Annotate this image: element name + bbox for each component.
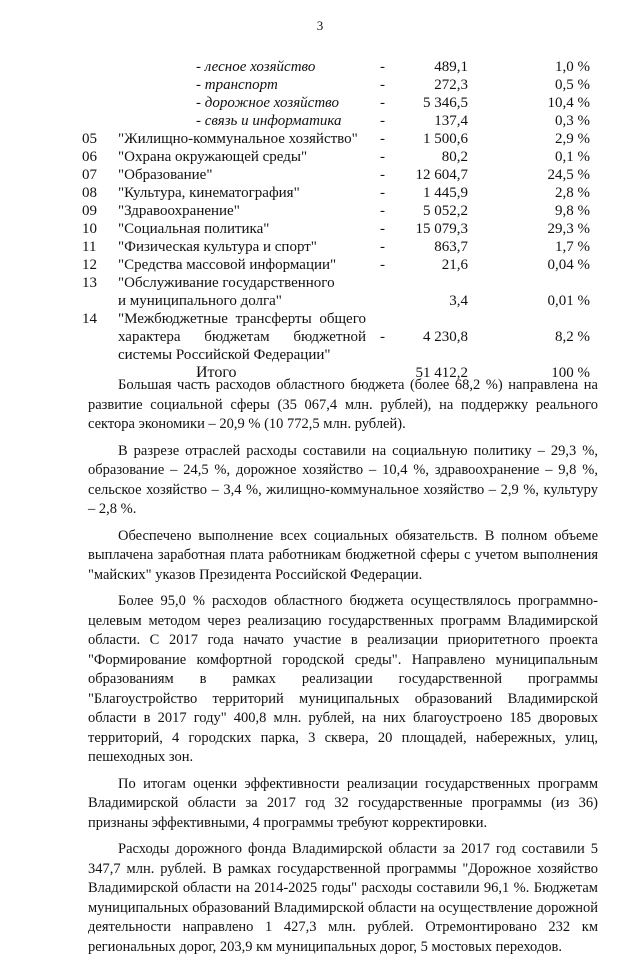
row-value: 15 079,3 [415, 221, 468, 237]
row-value: 3,4 [449, 293, 468, 309]
row-value: 1 500,6 [423, 131, 468, 147]
body-text [88, 376, 598, 964]
row-name: - дорожное хозяйство [196, 95, 339, 111]
row-name-line: "Межбюджетные трансферты общего [118, 311, 366, 327]
row-dash: - [380, 257, 385, 273]
row-value: 137,4 [434, 113, 468, 129]
table-row [0, 184, 640, 202]
row-name: "Здравоохранение" [118, 203, 240, 219]
row-percent: 10,4 % [547, 95, 590, 111]
table-row [0, 202, 640, 220]
row-code: 10 [82, 221, 97, 237]
row-name [118, 274, 366, 310]
row-code: 09 [82, 203, 97, 219]
row-name: "Физическая культура и спорт" [118, 239, 317, 255]
row-value: 272,3 [434, 77, 468, 93]
row-name-line: "Обслуживание государственного [118, 275, 335, 291]
row-dash: - [380, 149, 385, 165]
expenditure-table [0, 58, 640, 382]
row-percent: 9,8 % [555, 203, 590, 219]
row-dash: - [380, 131, 385, 147]
row-code: 14 [82, 311, 97, 327]
row-percent: 0,04 % [547, 257, 590, 273]
row-value: 5 052,2 [423, 203, 468, 219]
row-name: "Культура, кинематография" [118, 185, 300, 201]
row-percent: 0,3 % [555, 113, 590, 129]
paragraph: Расходы дорожного фонда Владимирской области за 2017 год составили 5 347,7 млн. рублей. В рамках государственной программы "Дорожное хозяйство Владимирской области на 2014-2025 годы" расходы составили 96,1 %. Бюджетам муниципальных образований Владимирской области на осуществление дорожной деятельности направлено 1 427,3 млн. рублей. Отремонтировано 232 км региональных дорог, 203,9 км муниципальных дорог, 5 мостовых переходов. [88, 841, 598, 955]
row-value: 863,7 [434, 239, 468, 255]
paragraph: Большая часть расходов областного бюджета (более 68,2 %) направлена на развитие социальной сферы (35 067,4 млн. рублей), на поддержку реального сектора экономики – 20,9 % (10 772,5 млн. рублей). [88, 377, 598, 432]
row-name: - лесное хозяйство [196, 59, 316, 75]
row-code: 05 [82, 131, 97, 147]
row-percent: 2,9 % [555, 131, 590, 147]
row-dash: - [380, 113, 385, 129]
row-code: 13 [82, 275, 97, 291]
row-dash: - [380, 185, 385, 201]
row-name: - транспорт [196, 77, 278, 93]
table-row [0, 310, 640, 364]
row-percent: 0,1 % [555, 149, 590, 165]
total-value: 51 412,2 [415, 365, 468, 381]
row-dash: - [380, 239, 385, 255]
row-code: 06 [82, 149, 97, 165]
total-label: Итого [196, 364, 237, 381]
row-dash: - [380, 203, 385, 219]
total-percent: 100 % [551, 365, 590, 381]
row-dash: - [380, 95, 385, 111]
row-percent: 1,0 % [555, 59, 590, 75]
paragraph: Обеспечено выполнение всех социальных обязательств. В полном объеме выплачена заработная плата работникам бюджетной сферы с учетом выполнения "майских" указов Президента Российской Федерации. [88, 527, 598, 583]
table-row [0, 130, 640, 148]
page-number: 3 [316, 18, 324, 33]
paragraph: По итогам оценки эффективности реализации государственных программ Владимирской области за 2017 год 32 государственные программы (из 36) признаны эффективными, 4 программы требуют корректировки. [88, 775, 598, 831]
paragraph: В разрезе отраслей расходы составили на социальную политику – 29,3 %, образование – 24,5 %, дорожное хозяйство – 10,4 %, здравоохранение – 9,8 %, сельское хозяйство – 3,4 %, жилищно-коммунальное хозяйство – 2,9 %, культуру – 2,8 %. [88, 442, 598, 517]
row-percent: 0,01 % [547, 293, 590, 309]
row-percent: 29,3 % [547, 221, 590, 237]
row-value: 489,1 [434, 59, 468, 75]
row-code: 12 [82, 257, 97, 273]
row-name [118, 310, 366, 364]
row-percent: 1,7 % [555, 239, 590, 255]
row-dash: - [380, 59, 385, 75]
row-code: 11 [82, 239, 97, 255]
row-percent: 2,8 % [555, 185, 590, 201]
row-name: "Охрана окружающей среды" [118, 149, 308, 165]
table-row [0, 94, 640, 112]
paragraph: Более 95,0 % расходов областного бюджета осуществлялось программно-целевым методом через реализацию государственных программ Владимирской области. С 2017 года начато участие в реализации приоритетного проекта "Формирование комфортной городской среды". Направлено муниципальным образованиям в рамках реализации государственной программы "Благоустройство территорий муниципальных образований Владимирской области в 2017 году" 400,8 млн. рублей, на них благоустроено 185 дворовых территорий, 4 городских парка, 3 сквера, 20 площадей, набережных, улиц, пешеходных зон. [88, 593, 598, 765]
row-percent: 24,5 % [547, 167, 590, 183]
row-name: - связь и информатика [196, 113, 342, 129]
row-code: 07 [82, 167, 97, 183]
row-name-line: системы Российской Федерации" [118, 347, 331, 363]
row-dash: - [380, 167, 385, 183]
row-name: "Жилищно-коммунальное хозяйство" [118, 131, 358, 147]
row-name-line: и муниципального долга" [118, 293, 282, 309]
row-dash: - [380, 221, 385, 237]
row-dash: - [380, 77, 385, 93]
row-value: 1 445,9 [423, 185, 468, 201]
row-value: 5 346,5 [423, 95, 468, 111]
table-row [0, 112, 640, 130]
table-row [0, 58, 640, 76]
row-dash: - [380, 329, 385, 345]
table-row [0, 76, 640, 94]
row-value: 21,6 [441, 257, 468, 273]
row-name-line: характера бюджетам бюджетной [118, 329, 366, 345]
row-name: "Образование" [118, 167, 213, 183]
row-value: 12 604,7 [415, 167, 468, 183]
table-row [0, 166, 640, 184]
row-name: "Средства массовой информации" [118, 257, 337, 273]
table-row [0, 238, 640, 256]
table-row [0, 256, 640, 274]
row-value: 4 230,8 [423, 329, 468, 345]
table-row [0, 274, 640, 310]
row-percent: 0,5 % [555, 77, 590, 93]
row-value: 80,2 [441, 149, 468, 165]
row-name: "Социальная политика" [118, 221, 270, 237]
table-row [0, 220, 640, 238]
row-percent: 8,2 % [555, 329, 590, 345]
table-row [0, 148, 640, 166]
row-code: 08 [82, 185, 97, 201]
